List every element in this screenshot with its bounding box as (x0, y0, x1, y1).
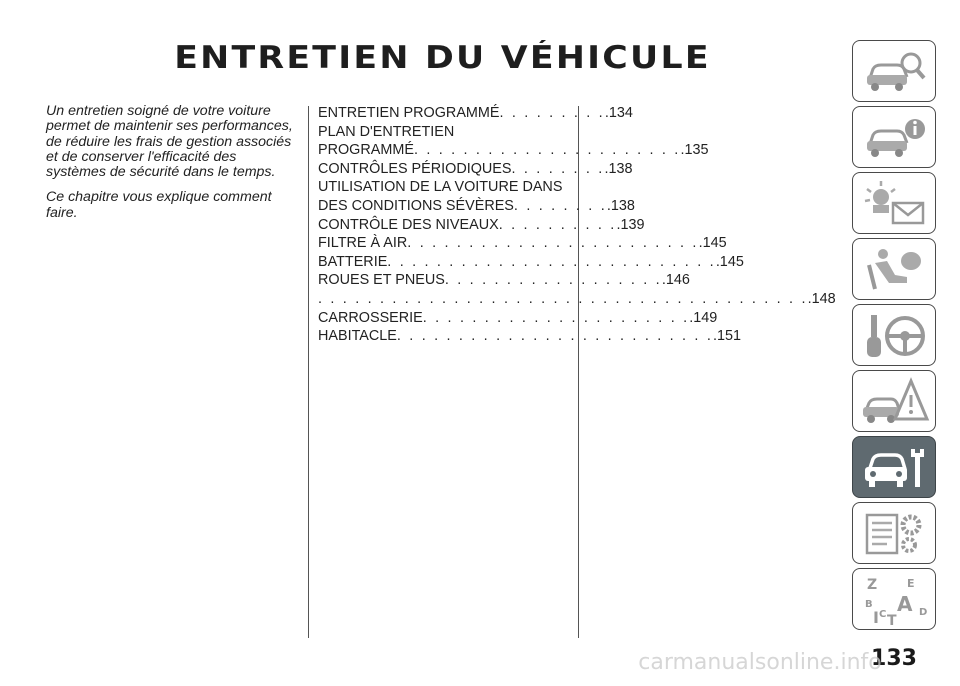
chapter-tab-vehicle-knowledge[interactable] (852, 40, 936, 102)
warning-light-envelope-icon (861, 179, 929, 229)
page-title: ENTRETIEN DU VÉHICULE (174, 40, 711, 76)
svg-text:C: C (879, 609, 887, 620)
specs-gears-icon (861, 509, 929, 559)
chapter-tab-maintenance[interactable] (852, 436, 936, 498)
key-steering-wheel-icon (861, 311, 929, 361)
column-divider-left (308, 106, 309, 638)
toc-entry-controle-niveaux[interactable]: CONTRÔLE DES NIVEAUX . . . . . . . . . . .139 (318, 216, 645, 233)
toc-entry-utilisation[interactable]: UTILISATION DE LA VOITURE DANS (318, 179, 563, 196)
svg-text:B: B (865, 599, 873, 610)
car-warning-triangle-icon (861, 377, 929, 427)
chapter-tab-emergency[interactable] (852, 370, 936, 432)
watermark: carmanualsonline.info (638, 650, 882, 675)
toc-entry-conditions-severes[interactable]: DES CONDITIONS SÉVÈRES . . . . . . . . .138 (318, 197, 635, 214)
intro-text (46, 104, 296, 231)
chapter-tab-warning-lights[interactable] (852, 172, 936, 234)
svg-text:E: E (907, 577, 915, 590)
toc-entry-controles-periodiques[interactable]: CONTRÔLES PÉRIODIQUES . . . . . . . . .138 (318, 160, 633, 177)
car-search-icon (861, 47, 929, 97)
car-wrench-icon (861, 443, 929, 493)
intro-paragraph: Un entretien soigné de votre voiture permet de maintenir ses performances, de réduire les frais de gestion associés et de conserver l'efficacité des systèmes de sécurité dans le temps. (46, 103, 293, 181)
chapter-tab-dashboard[interactable] (852, 106, 936, 168)
chapter-tab-technical-data[interactable] (852, 502, 936, 564)
toc-entry-batterie[interactable]: BATTERIE . . . . . . . . . . . . . . . . . . . . . . . . . . . .145 (318, 253, 744, 270)
chapter-tab-index[interactable] (852, 568, 936, 630)
toc-entry-carrosserie[interactable]: CARROSSERIE . . . . . . . . . . . . . . . . . . . . . . .149 (318, 309, 718, 326)
chapter-tab-safety[interactable] (852, 238, 936, 300)
svg-text:Z: Z (867, 577, 878, 593)
toc-entry-habitacle[interactable]: HABITACLE . . . . . . . . . . . . . . . . . . . . . . . . . . .151 (318, 328, 742, 345)
toc-entry-roues-pneus[interactable]: ROUES ET PNEUS . . . . . . . . . . . . . . . . . . .146 (318, 272, 690, 289)
toc-entry-filtre-air[interactable]: FILTRE À AIR . . . . . . . . . . . . . . . . . . . . . . . . .145 (318, 235, 727, 252)
table-of-contents (318, 104, 836, 346)
intro-paragraph: Ce chapitre vous explique comment faire. (46, 189, 272, 221)
car-info-icon (861, 113, 929, 163)
toc-entry-programme[interactable]: PROGRAMMÉ . . . . . . . . . . . . . . . . . . . . . . .135 (318, 142, 709, 159)
toc-entry-plan-entretien[interactable]: PLAN D'ENTRETIEN (318, 123, 455, 140)
toc-entry-entretien-programme[interactable]: ENTRETIEN PROGRAMMÉ . . . . . . . . . .134 (318, 105, 633, 121)
page-number: 133 (871, 646, 917, 671)
toc-entry-unlabeled[interactable]: . . . . . . . . . . . . . . . . . . . . . . . . . . . . . . . . . . . . . . . . .148 (318, 290, 836, 307)
seat-airbag-icon (861, 245, 929, 295)
alphabet-index-icon (861, 575, 929, 629)
svg-text:I: I (873, 608, 879, 627)
column-divider-right (578, 106, 579, 638)
svg-text:A: A (897, 592, 913, 616)
svg-text:D: D (919, 607, 928, 618)
chapter-tab-starting-driving[interactable] (852, 304, 936, 366)
svg-text:T: T (887, 613, 897, 629)
